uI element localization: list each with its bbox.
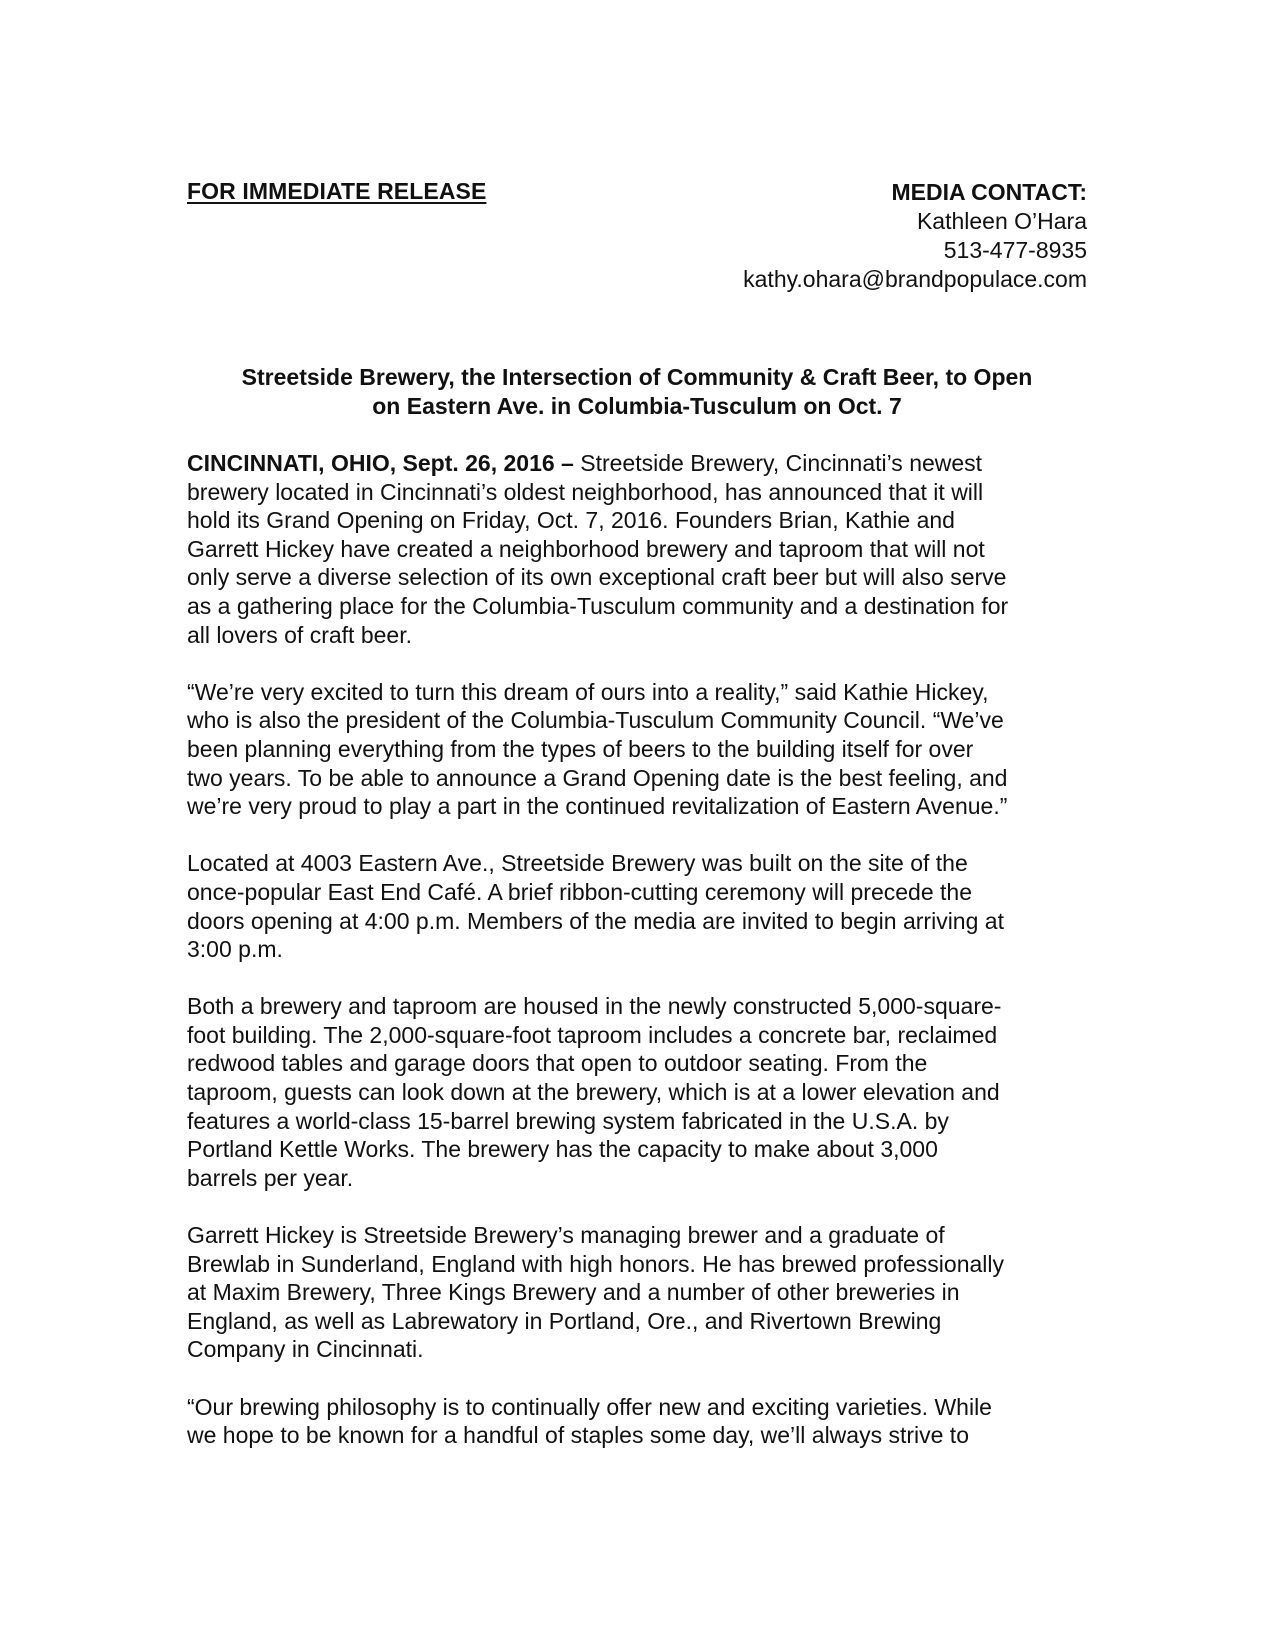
paragraph-line: foot building. The 2,000-square-foot taproom includes a concrete bar, reclaimed [187,1021,998,1048]
paragraph-line [187,449,1087,478]
contact-email: kathy.ohara@brandpopulace.com [743,266,1087,292]
paragraph-line: 3:00 p.m. [187,936,283,963]
paragraph-line: “Our brewing philosophy is to continually offer new and exciting varieties. While [187,1393,992,1420]
paragraph-line: redwood tables and garage doors that open to outdoor seating. From the [187,1050,928,1077]
paragraph-line: “We’re very excited to turn this dream of ours into a reality,” said Kathie Hickey, [187,678,989,705]
paragraph-line: as a gathering place for the Columbia-Tusculum community and a destination for [187,592,1009,619]
paragraph-line: features a world-class 15-barrel brewing system fabricated in the U.S.A. by [187,1107,949,1134]
paragraph-line: Both a brewery and taproom are housed in the newly constructed 5,000-square- [187,993,1002,1020]
paragraph-line: only serve a diverse selection of its own exceptional craft beer but will also serve [187,564,1007,591]
paragraph-line: once-popular East End Café. A brief ribbon-cutting ceremony will precede the [187,878,972,905]
paragraph-line: we’re very proud to play a part in the continued revitalization of Eastern Avenue.” [187,793,1008,820]
paragraph-line: all lovers of craft beer. [187,621,412,648]
paragraph-line: Garrett Hickey have created a neighborhood brewery and taproom that will not [187,535,985,562]
paragraph-3 [187,849,1087,963]
paragraph-line: two years. To be able to announce a Grand Opening date is the best feeling, and [187,764,1008,791]
contact-name: Kathleen O’Hara [916,208,1087,234]
paragraph-line: doors opening at 4:00 p.m. Members of the media are invited to begin arriving at [187,907,1004,934]
paragraph-line-text: Streetside Brewery, Cincinnati’s newest [573,450,983,476]
body-text [187,449,1087,1478]
paragraph-6 [187,1393,1087,1450]
paragraph-line: at Maxim Brewery, Three Kings Brewery and a number of other breweries in [187,1279,960,1306]
paragraph-2 [187,678,1087,821]
media-contact-heading: MEDIA CONTACT: [891,179,1087,205]
paragraph-line: brewery located in Cincinnati’s oldest neighborhood, has announced that it will [187,478,984,505]
release-label: FOR IMMEDIATE RELEASE [187,178,487,204]
paragraph-line: we hope to be known for a handful of staples some day, we’ll always strive to [187,1422,969,1449]
paragraph-line: England, as well as Labrewatory in Portland, Ore., and Rivertown Brewing [187,1307,942,1334]
headline-line: on Eastern Ave. in Columbia-Tusculum on Oct. 7 [372,393,902,419]
dateline: CINCINNATI, OHIO, Sept. 26, 2016 – [187,450,574,476]
paragraph-line: Garrett Hickey is Streetside Brewery’s managing brewer and a graduate of [187,1222,945,1249]
media-contact-block [743,178,1087,294]
paragraph-line: who is also the president of the Columbia-Tusculum Community Council. “We’ve [187,707,1004,734]
paragraph-1 [187,449,1087,649]
headline-line: Streetside Brewery, the Intersection of Community & Craft Beer, to Open [241,364,1033,390]
paragraph-line: been planning everything from the types of beers to the building itself for over [187,735,974,762]
paragraph-line: Portland Kettle Works. The brewery has the capacity to make about 3,000 [187,1136,938,1163]
paragraph-4 [187,992,1087,1192]
paragraph-5 [187,1221,1087,1364]
paragraph-line: Located at 4003 Eastern Ave., Streetside Brewery was built on the site of the [187,850,968,877]
paragraph-line: hold its Grand Opening on Friday, Oct. 7, 2016. Founders Brian, Kathie and [187,507,955,534]
paragraph-line: taproom, guests can look down at the brewery, which is at a lower elevation and [187,1079,1000,1106]
paragraph-line: Brewlab in Sunderland, England with high honors. He has brewed professionally [187,1250,1004,1277]
paragraph-line: Company in Cincinnati. [187,1336,424,1363]
paragraph-line: barrels per year. [187,1164,354,1191]
contact-phone: 513-477-8935 [943,237,1087,263]
headline [187,363,1087,421]
